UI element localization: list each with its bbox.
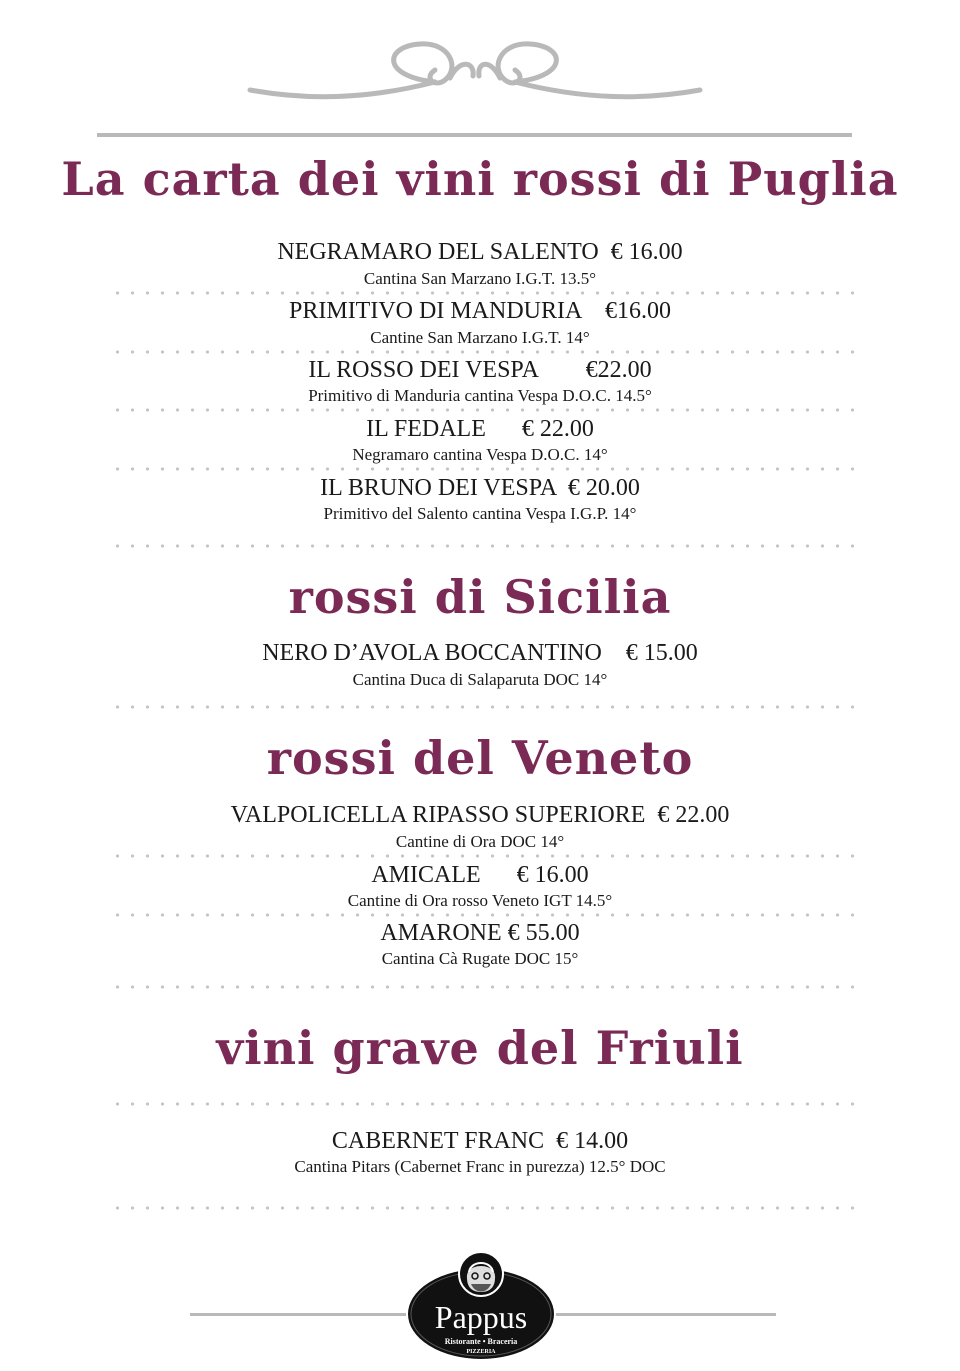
- wine-name: AMARONE: [380, 920, 502, 946]
- wine-name: IL BRUNO DEI VESPA: [320, 475, 556, 501]
- wine-name: NERO D’AVOLA BOCCANTINO: [262, 640, 602, 666]
- wine-item-cabernet-franc: [0, 1129, 960, 1153]
- wine-desc: Negramaro cantina Vespa D.O.C. 14°: [352, 445, 608, 464]
- dotted-divider: [110, 705, 854, 709]
- section-heading-veneto: rossi del Veneto: [266, 731, 694, 785]
- wine-price: € 55.00: [507, 920, 580, 946]
- wine-item-primitivo: [0, 299, 960, 323]
- wine-price: € 20.00: [567, 475, 640, 501]
- wine-name: PRIMITIVO DI MANDURIA: [289, 298, 581, 324]
- wine-price: € 16.00: [610, 239, 683, 265]
- wine-desc: Cantina Pitars (Cabernet Franc in purezza) 12.5° DOC: [294, 1157, 666, 1176]
- wine-price: € 15.00: [625, 640, 698, 666]
- wine-name: VALPOLICELLA RIPASSO SUPERIORE: [230, 802, 646, 828]
- footer-divider-right: [550, 1313, 776, 1316]
- dotted-divider: [110, 913, 854, 917]
- wine-price: € 16.00: [516, 862, 589, 888]
- dotted-divider: [110, 985, 854, 989]
- wine-desc: Cantina San Marzano I.G.T. 13.5°: [363, 269, 597, 288]
- wine-desc: Cantine San Marzano I.G.T. 14°: [370, 328, 590, 347]
- wine-price: € 22.00: [657, 802, 730, 828]
- dotted-divider: [110, 467, 854, 471]
- dotted-divider: [110, 408, 854, 412]
- wine-item-valpolicella: [0, 803, 960, 827]
- wine-price: € 14.00: [556, 1128, 629, 1154]
- wine-desc: Cantina Cà Rugate DOC 15°: [381, 949, 579, 968]
- dotted-divider: [110, 1206, 854, 1210]
- dotted-divider: [110, 854, 854, 858]
- pappus-logo: [405, 1252, 557, 1362]
- wine-item-negramaro: [0, 240, 960, 264]
- dotted-divider: [110, 544, 854, 548]
- wine-desc: Primitivo del Salento cantina Vespa I.G.P. 14°: [323, 504, 637, 523]
- section-heading-sicilia: rossi di Sicilia: [288, 570, 672, 624]
- wine-name: IL ROSSO DEI VESPA: [308, 357, 538, 383]
- wine-item-amicale: [0, 863, 960, 887]
- wine-item-bruno-dei-vespa: [0, 476, 960, 500]
- logo-tagline: Ristorante • Braceria: [444, 1337, 518, 1346]
- wine-item-amarone: [0, 921, 960, 945]
- section-heading-friuli: vini grave del Friuli: [216, 1021, 744, 1075]
- flourish-ornament: [245, 38, 705, 110]
- wine-name: AMICALE: [371, 862, 481, 888]
- section-heading-puglia: La carta dei vini rossi di Puglia: [61, 152, 899, 206]
- wine-desc: Cantine di Ora rosso Veneto IGT 14.5°: [347, 891, 613, 910]
- dotted-divider: [110, 1102, 854, 1106]
- wine-desc: Primitivo di Manduria cantina Vespa D.O.C. 14.5°: [308, 386, 652, 405]
- wine-desc: Cantine di Ora DOC 14°: [395, 832, 565, 851]
- dotted-divider: [110, 291, 854, 295]
- top-divider: [97, 133, 852, 137]
- wine-item-rosso-dei-vespa: [0, 358, 960, 382]
- wine-name: CABERNET FRANC: [331, 1128, 545, 1154]
- wine-name: NEGRAMARO DEL SALENTO: [277, 239, 599, 265]
- dotted-divider: [110, 350, 854, 354]
- footer-divider-left: [190, 1313, 412, 1316]
- logo-name: Pappus: [434, 1299, 528, 1335]
- wine-price: €16.00: [605, 298, 671, 324]
- wine-item-nero-davola: [0, 641, 960, 665]
- logo-sub: PIZZERIA: [466, 1349, 496, 1355]
- wine-item-fedale: [0, 417, 960, 441]
- wine-desc: Cantina Duca di Salaparuta DOC 14°: [352, 670, 608, 689]
- wine-name: IL FEDALE: [366, 416, 486, 442]
- wine-price: €22.00: [585, 357, 652, 383]
- wine-price: € 22.00: [521, 416, 594, 442]
